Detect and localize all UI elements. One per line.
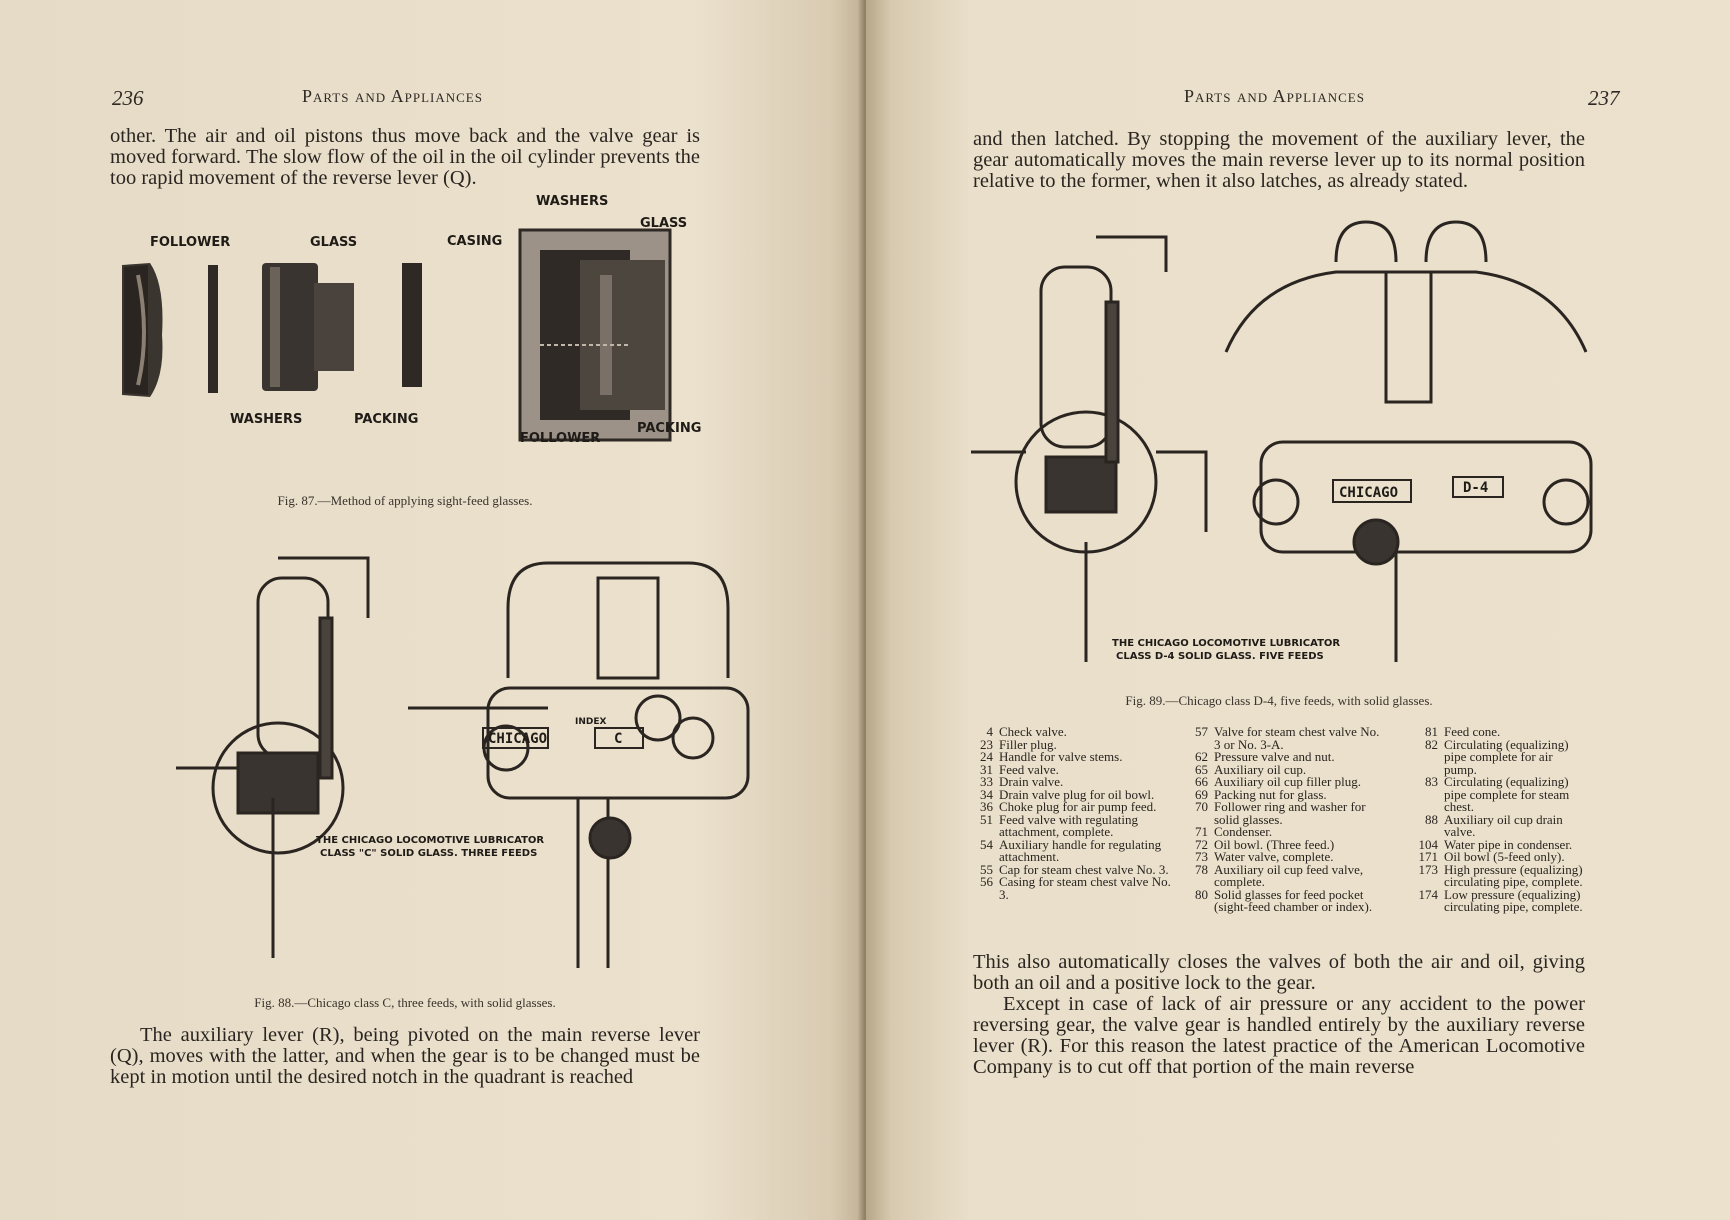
legend-entry (1186, 861, 1386, 889)
running-head: Parts and Appliances (302, 86, 483, 106)
plate-line2: CLASS D-4 SOLID GLASS. FIVE FEEDS (1116, 651, 1324, 662)
legend-entry (1416, 861, 1588, 889)
paragraph: The auxiliary lever (R), being pivoted on the main reverse lever (Q), moves with the latter, and when the gear is to be changed must be kept in motion until the desired notch in the quadrant is reached (110, 1024, 700, 1088)
page-number: 236 (112, 86, 144, 110)
follower-part (122, 263, 163, 397)
legend-number: 4 (986, 724, 993, 739)
legend-number: 51 (980, 811, 993, 827)
legend-number: 81 (1425, 724, 1438, 739)
legend-description: Handle for valve stems. (999, 749, 1123, 764)
legend-number: 36 (980, 799, 993, 814)
legend-number: 55 (980, 861, 993, 877)
legend-entry (1186, 726, 1386, 751)
legend-description: Casing for steam chest valve No. 3. (999, 874, 1171, 902)
legend-number: 72 (1195, 836, 1208, 852)
paragraph: This also automatically closes the valves of both the air and oil, giving both an oil and a positive lock to the gear. (973, 951, 1585, 994)
legend-number: 173 (1418, 861, 1438, 877)
legend-number: 83 (1425, 774, 1438, 789)
legend-number: 80 (1195, 886, 1208, 902)
legend-description: Feed valve. (999, 761, 1059, 777)
label-packing-mid: PACKING (354, 412, 419, 427)
legend-description: Oil bowl (5-feed only). (1444, 849, 1565, 864)
legend-number: 104 (1418, 836, 1438, 852)
legend-entry (971, 876, 1171, 901)
legend-number: 62 (1195, 749, 1208, 764)
legend-number: 78 (1195, 861, 1208, 877)
legend-number: 31 (980, 761, 993, 777)
fig87-caption: Fig. 87.—Method of applying sight-feed glasses. (277, 493, 533, 508)
legend-number: 34 (980, 786, 993, 802)
label-follower-bottom: FOLLOWER (520, 431, 601, 446)
legend-number: 82 (1425, 736, 1438, 752)
casing-assembly (520, 230, 670, 440)
fig88-illustration (128, 528, 768, 998)
legend-number: 65 (1195, 761, 1208, 777)
legend-description: Packing nut for glass. (1214, 786, 1327, 802)
legend-description: Auxiliary handle for regulating attachment. (999, 836, 1162, 864)
legend-column-1 (971, 726, 1171, 901)
page-number: 237 (1588, 86, 1620, 110)
lubricator-side-view (176, 558, 548, 958)
legend-description: Circulating (equalizing) pipe complete for air pump. (1444, 736, 1569, 777)
legend-description: Auxiliary oil cup filler plug. (1214, 774, 1361, 789)
legend-entry (1416, 736, 1588, 777)
paragraph: Except in case of lack of air pressure or any accident to the power reversing gear, the valve gear is handled entirely by the auxiliary reverse lever (R). For this reason the latest practice of the American Locomotive Company is to cut off that portion of the main reverse (973, 993, 1585, 1078)
legend-number: 71 (1195, 824, 1208, 839)
legend-description: Feed valve with regulating attachment, complete. (999, 811, 1138, 839)
paragraph: and then latched. By stopping the movement of the auxiliary lever, the gear automatically moves the main reverse lever up to its normal position relative to the former, when it also latches, as already stated. (973, 128, 1585, 192)
legend-number: 56 (980, 874, 993, 889)
legend-number: 73 (1195, 849, 1208, 864)
legend-description: Drain valve plug for oil bowl. (999, 786, 1155, 802)
legend-number: 57 (1195, 724, 1208, 739)
legend-description: Low pressure (equalizing) circulating pipe, complete. (1444, 886, 1583, 914)
legend-entry (1186, 886, 1386, 914)
legend-description: Feed cone. (1444, 724, 1501, 739)
lubricator-front-view (1226, 222, 1591, 662)
legend-number: 33 (980, 774, 993, 789)
fig87-illustration (110, 194, 730, 470)
legend-description: Drain valve. (999, 774, 1064, 789)
legend-number: 70 (1195, 799, 1208, 814)
plate-line2: CLASS "C" SOLID GLASS. THREE FEEDS (320, 848, 538, 859)
legend-description: Solid glasses for feed pocket (sight-feed chamber or index). (1214, 886, 1373, 914)
label-packing-right: PACKING (637, 421, 702, 436)
legend-number: 69 (1195, 786, 1208, 802)
label-c: C (614, 731, 623, 747)
legend-description: Check valve. (999, 724, 1067, 739)
plate-line1: THE CHICAGO LOCOMOTIVE LUBRICATOR (316, 835, 545, 846)
legend-entry (1416, 811, 1588, 839)
legend-description: Auxiliary oil cup feed valve, complete. (1214, 861, 1364, 889)
legend-entry (1416, 886, 1588, 914)
fig89-illustration (956, 212, 1606, 682)
legend-description: Water valve, complete. (1214, 849, 1334, 864)
legend-column-3 (1416, 726, 1588, 914)
legend-description: Condenser. (1214, 824, 1273, 839)
legend-number: 171 (1418, 849, 1438, 864)
legend-description: Follower ring and washer for solid glasses. (1214, 799, 1366, 827)
paragraph: other. The air and oil pistons thus move back and the valve gear is moved forward. The slow flow of the oil in the oil cylinder prevents the too rapid movement of the reverse lever (Q). (110, 125, 700, 189)
lubricator-side-view (971, 237, 1206, 662)
legend-entry (971, 836, 1171, 864)
legend-description: Auxiliary oil cup. (1214, 761, 1307, 777)
right-page (866, 0, 1730, 1220)
legend-entry (1416, 776, 1588, 814)
legend-number: 66 (1195, 774, 1208, 789)
legend-description: High pressure (equalizing) circulating pipe, complete. (1444, 861, 1583, 889)
label-glass-mid: GLASS (310, 235, 358, 250)
legend-description: Filler plug. (999, 736, 1057, 752)
fig89-caption: Fig. 89.—Chicago class D-4, five feeds, with solid glasses. (1125, 693, 1433, 708)
washer-part (208, 265, 218, 393)
legend-description: Water pipe in condenser. (1444, 836, 1573, 852)
plate-line1: THE CHICAGO LOCOMOTIVE LUBRICATOR (1112, 638, 1341, 649)
label-washers-bottom: WASHERS (230, 412, 303, 427)
label-chicago: CHICAGO (488, 731, 548, 747)
legend-entry (971, 811, 1171, 839)
legend-entry (1186, 801, 1386, 826)
legend-number: 23 (980, 736, 993, 752)
label-chicago: CHICAGO (1339, 485, 1399, 501)
running-head: Parts and Appliances (1184, 86, 1365, 106)
legend-description: Cap for steam chest valve No. 3. (999, 861, 1169, 877)
legend-column-2 (1186, 726, 1386, 914)
label-d4: D-4 (1463, 480, 1489, 496)
label-casing: CASING (447, 234, 503, 249)
legend-description: Oil bowl. (Three feed.) (1214, 836, 1335, 852)
legend-number: 24 (980, 749, 993, 764)
legend-description: Choke plug for air pump feed. (999, 799, 1157, 814)
label-washers-top: WASHERS (536, 194, 609, 209)
glass-part (262, 263, 354, 391)
label-follower-left: FOLLOWER (150, 235, 231, 250)
packing-part (402, 263, 422, 387)
legend-description: Pressure valve and nut. (1214, 749, 1335, 764)
label-glass-right: GLASS (640, 216, 688, 231)
legend-description: Circulating (equalizing) pipe complete for steam chest. (1444, 774, 1570, 814)
legend-number: 88 (1425, 811, 1438, 827)
label-index: INDEX (575, 717, 607, 727)
fig88-caption: Fig. 88.—Chicago class C, three feeds, with solid glasses. (254, 995, 556, 1010)
lubricator-front-view (484, 563, 748, 968)
legend-number: 54 (980, 836, 993, 852)
legend-description: Valve for steam chest valve No. 3 or No. 3-A. (1214, 724, 1380, 752)
legend-description: Auxiliary oil cup drain valve. (1444, 811, 1563, 839)
legend-number: 174 (1418, 886, 1438, 902)
